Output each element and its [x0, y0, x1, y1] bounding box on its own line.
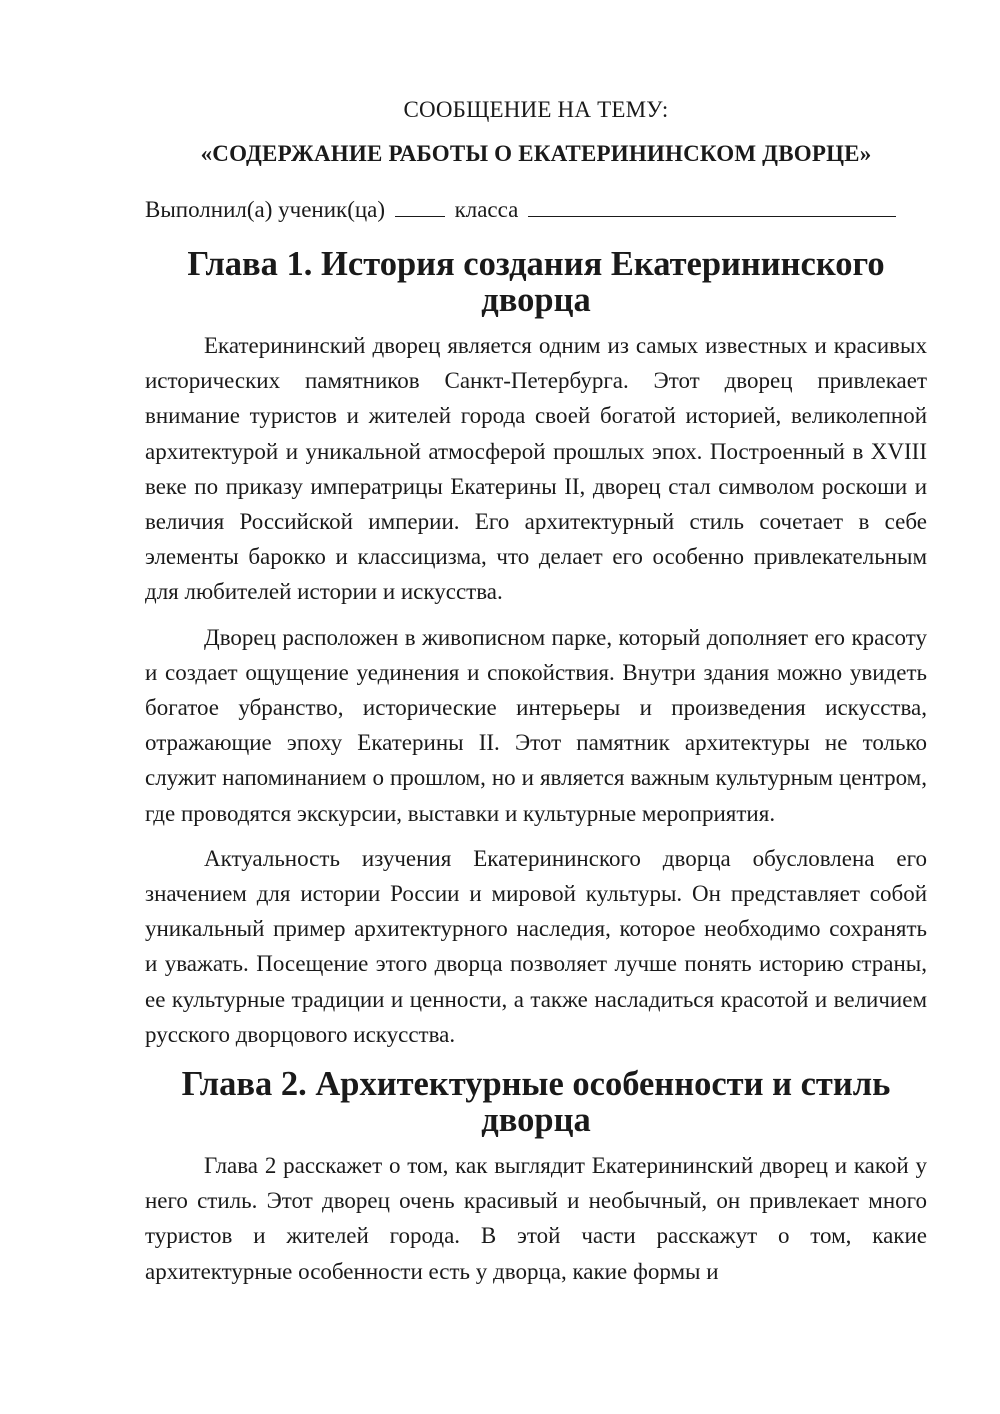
student-name-blank	[528, 192, 896, 217]
class-number-blank	[395, 192, 445, 217]
chapter-1-paragraph-1: Екатерининский дворец является одним из самых известных и красивых исторических памятников Санкт-Петербурга. Этот дворец привлекает внимание туристов и жителей города своей богатой историей, великолепной архитектурой и уникальной атмосферой прошлых эпох. Построенный в XVIII веке по приказу императрицы Екатерины II, дворец стал символом роскоши и величия Российской империи. Его архитектурный стиль сочетает в себе элементы барокко и классицизма, что делает его особенно привлекательным для любителей истории и искусства.	[145, 333, 927, 605]
document-title-line-2: «СОДЕРЖАНИЕ РАБОТЫ О ЕКАТЕРИНИНСКОМ ДВОРЦЕ»	[200, 141, 872, 166]
chapter-2-paragraph-1: Глава 2 расскажет о том, как выглядит Екатерининский дворец и какой у него стиль. Этот дворец очень красивый и необычный, он привлекает много туристов и жителей города. В этой части расскажут о том, какие архитектурные особенности есть у дворца, какие формы и	[145, 1153, 927, 1284]
author-prefix: Выполнил(а) ученик(ца)	[145, 197, 386, 222]
chapter-1-paragraph-2: Дворец расположен в живописном парке, который дополняет его красоту и создает ощущение уединения и спокойствия. Внутри здания можно увидеть богатое убранство, исторические интерьеры и произведения искусства, отражающие эпоху Екатерины II. Этот памятник архитектуры не только служит напоминанием о прошлом, но и является важным культурным центром, где проводятся экскурсии, выставки и культурные мероприятия.	[145, 624, 927, 826]
author-class-label: класса	[454, 197, 519, 222]
author-line	[145, 192, 927, 228]
chapter-2-heading: Глава 2. Архитектурные особенности и стиль дворца	[181, 1065, 891, 1140]
chapter-1-heading: Глава 1. История создания Екатерининского дворца	[187, 245, 885, 319]
chapter-1-paragraph-3: Актуальность изучения Екатерининского дворца обусловлена его значением для истории России и мировой культуры. Он представляет собой уникальный пример архитектурного наследия, которое необходимо сохранять и уважать. Посещение этого дворца позволяет лучше понять историю страны, ее культурные традиции и ценности, а также насладиться красотой и величием русского дворцового искусства.	[145, 845, 927, 1047]
document-title-line-1: СООБЩЕНИЕ НА ТЕМУ:	[403, 97, 669, 122]
